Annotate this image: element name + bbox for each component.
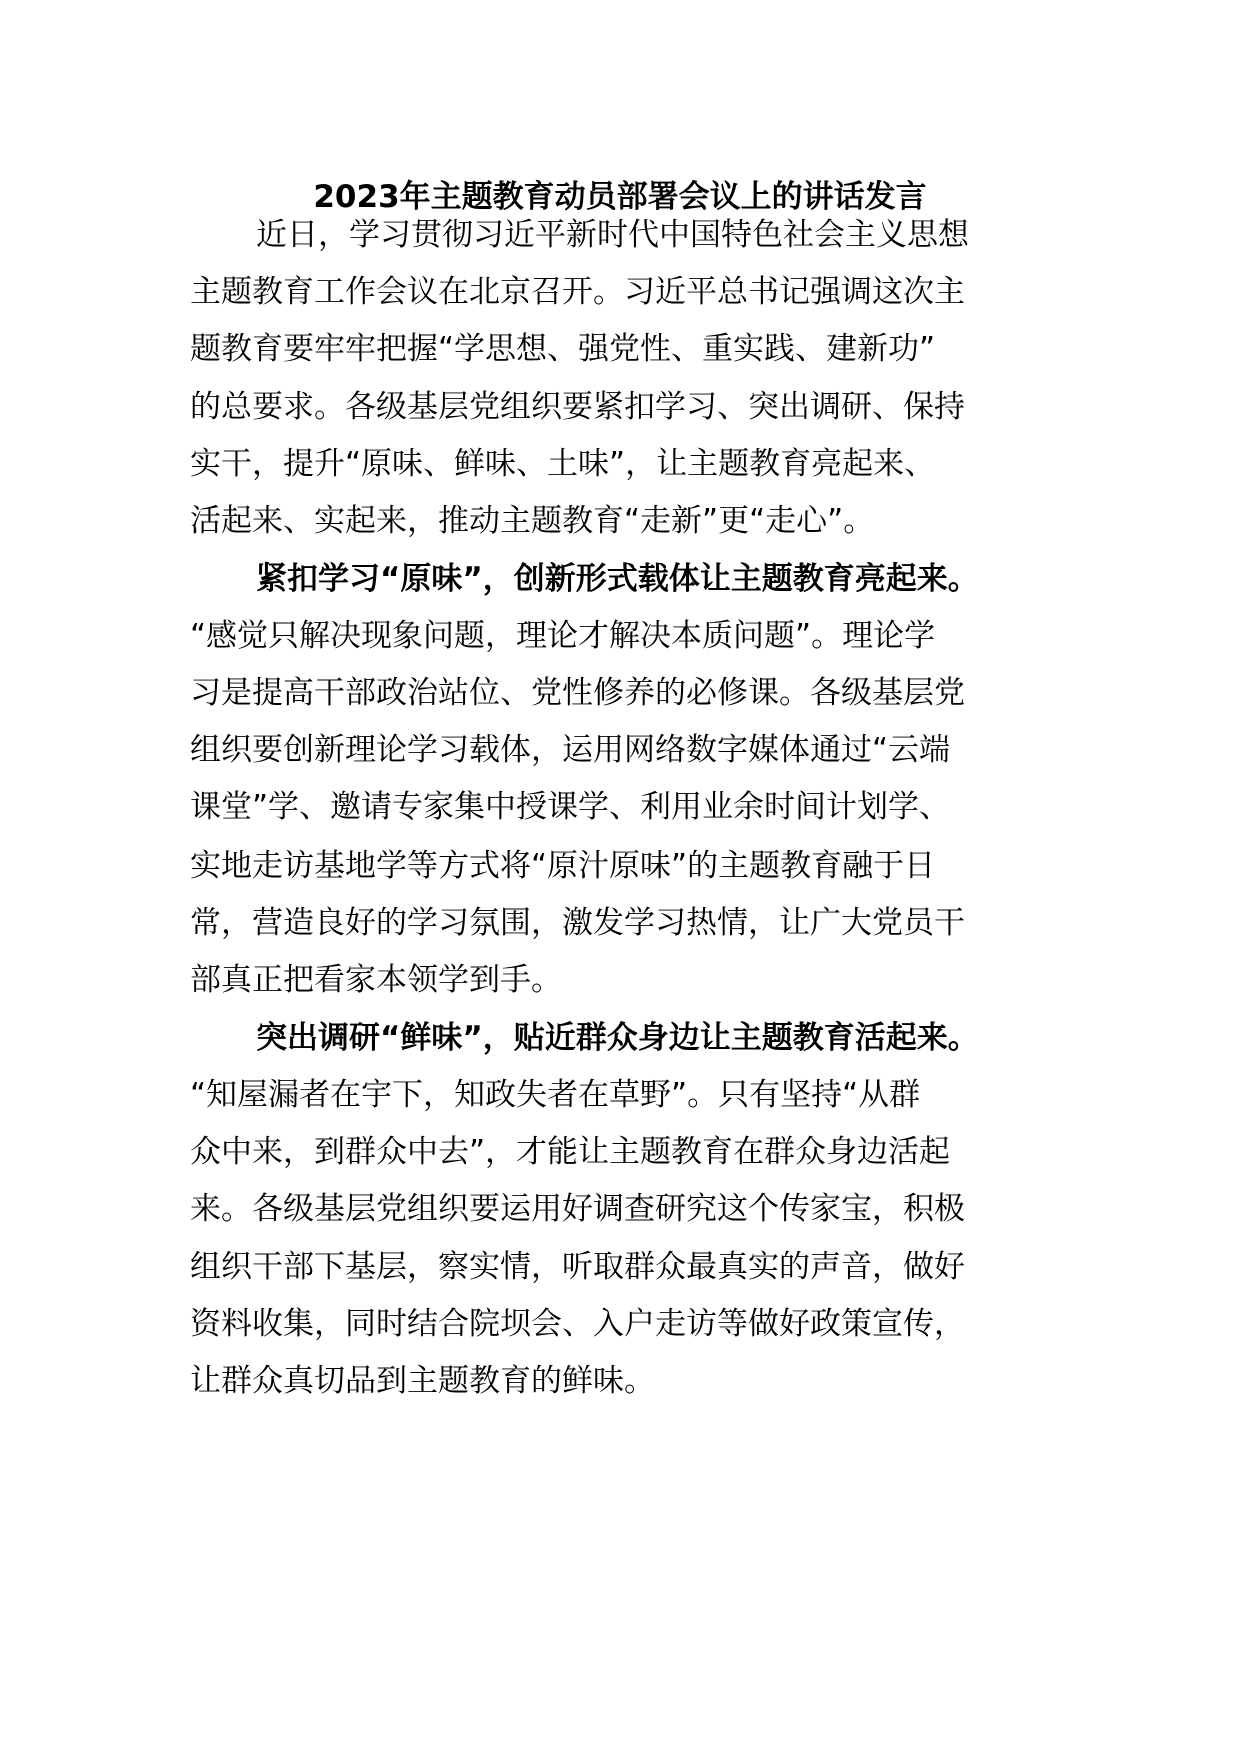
paragraph-1-line-2: 主题教育工作会议在北京召开。习近平总书记强调这次主: [190, 274, 965, 310]
section-heading-1: 紧扣学习“原味”，创新形式载体让主题教育亮起来。: [256, 561, 979, 597]
paragraph-1-line-1: 近日，学习贯彻习近平新时代中国特色社会主义思想: [256, 217, 969, 253]
paragraph-1-line-4: 的总要求。各级基层党组织要紧扣学习、突出调研、保持: [190, 389, 965, 425]
paragraph-2-line-6: 常，营造良好的学习氛围，激发学习热情，让广大党员干: [190, 905, 965, 941]
paragraph-3-line-5: 资料收集，同时结合院坝会、入户走访等做好政策宣传，: [190, 1306, 965, 1342]
paragraph-3-line-3: 来。各级基层党组织要运用好调查研究这个传家宝，积极: [190, 1191, 965, 1227]
paragraph-2-line-4: 课堂”学、邀请专家集中授课学、利用业余时间计划学、: [190, 789, 951, 825]
paragraph-3-line-4: 组织干部下基层，察实情，听取群众最真实的声音，做好: [190, 1249, 965, 1285]
paragraph-2-line-3: 组织要创新理论学习载体，运用网络数字媒体通过“云端: [190, 732, 951, 768]
paragraph-3-line-2: 众中来，到群众中去”，才能让主题教育在群众身边活起: [190, 1134, 951, 1170]
paragraph-2-line-5: 实地走访基地学等方式将“原汁原味”的主题教育融于日: [190, 848, 936, 884]
paragraph-2-line-2: 习是提高干部政治站位、党性修养的必修课。各级基层党: [190, 675, 965, 711]
paragraph-2-line-1: “感觉只解决现象问题，理论才解决本质问题”。理论学: [190, 618, 936, 654]
paragraph-1-line-3: 题教育要牢牢把握“学思想、强党性、重实践、建新功”: [190, 331, 936, 367]
section-heading-2: 突出调研“鲜味”，贴近群众身边让主题教育活起来。: [256, 1020, 979, 1056]
paragraph-2-line-7: 部真正把看家本领学到手。: [190, 962, 562, 998]
paragraph-3-line-1: “知屋漏者在宇下，知政失者在草野”。只有坚持“从群: [190, 1077, 921, 1113]
paragraph-3-line-6: 让群众真切品到主题教育的鲜味。: [190, 1363, 655, 1399]
paragraph-1-line-5: 实干，提升“原味、鲜味、土味”，让主题教育亮起来、: [190, 446, 936, 482]
paragraph-1-line-6: 活起来、实起来，推动主题教育“走新”更“走心”。: [190, 503, 875, 539]
document-title: 2023年主题教育动员部署会议上的讲话发言: [313, 179, 927, 215]
